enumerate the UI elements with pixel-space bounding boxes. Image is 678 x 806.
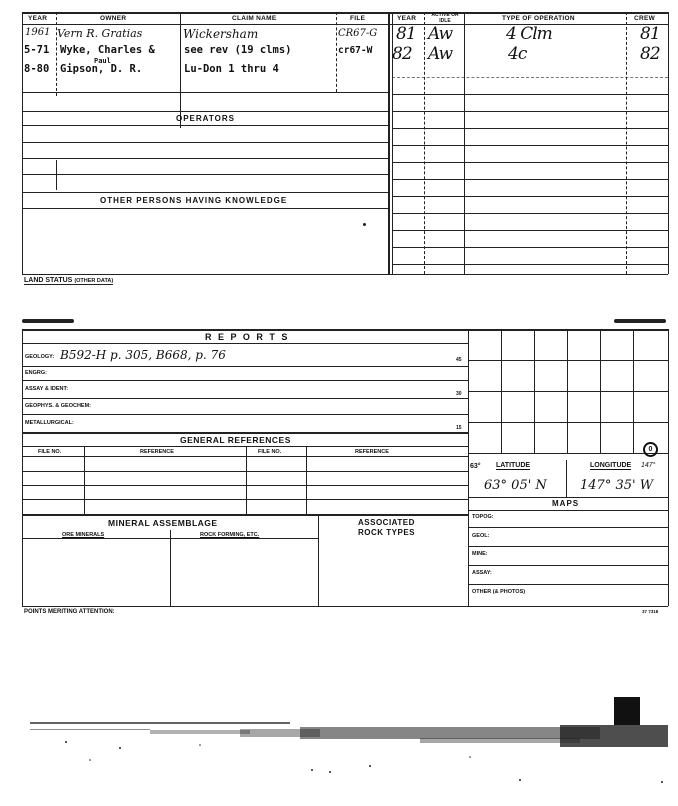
owner-row-1-owner: Vern R. Gratias: [57, 27, 143, 40]
operation-table-header-year: YEAR: [397, 15, 417, 22]
owner-row-3-owner-note: Paul: [94, 57, 111, 65]
operation-row-2-crew: 82: [640, 44, 660, 64]
gen-ref-header-ref-2: REFERENCE: [355, 449, 389, 455]
owner-row-3-year: 8-80: [24, 63, 50, 75]
rock-forming-header: ROCK FORMING, ETC.: [200, 532, 260, 538]
operation-row-1-active: Aw: [428, 24, 453, 44]
geology-label: GEOLOGY:: [25, 354, 55, 360]
operation-row-1-year: 81: [396, 24, 416, 44]
geophys-label: GEOPHYS. & GEOCHEM:: [25, 403, 92, 409]
operators-label: OPERATORS: [176, 114, 235, 123]
associated-rock-types-title: ASSOCIATED: [358, 518, 415, 527]
geology-value: B592-H p. 305, B668, p. 76: [60, 348, 226, 362]
maps-topog: TOPOG:: [472, 514, 494, 520]
operation-row-2-type: 4c: [508, 44, 527, 64]
owner-row-1-year: 1961: [25, 27, 51, 38]
maps-other: OTHER (& PHOTOS): [472, 589, 526, 595]
owner-table-header-file: FILE: [350, 15, 366, 22]
owner-row-2-year: 5-71: [24, 44, 50, 56]
land-status-label: LAND STATUS: [24, 277, 73, 284]
operation-table-header-type: TYPE OF OPERATION: [502, 15, 575, 22]
land-status-note: (OTHER DATA): [74, 278, 114, 284]
circle-mark-icon: 0: [643, 442, 658, 457]
mineral-assemblage-title: MINERAL ASSEMBLAGE: [108, 518, 218, 528]
owner-table-header-owner: OWNER: [100, 15, 127, 22]
metallurgical-label: METALLURGICAL:: [25, 420, 74, 426]
maps-geol: GEOL:: [472, 533, 490, 539]
longitude-label: LONGITUDE: [590, 462, 632, 469]
gen-ref-header-file-2: FILE NO.: [258, 449, 282, 455]
maps-title: MAPS: [552, 499, 580, 508]
ore-minerals-header: ORE MINERALS: [62, 532, 105, 538]
owner-row-1-file: CR67-G: [338, 28, 378, 39]
lon-suffix: 147°: [641, 462, 656, 469]
other-persons-label: OTHER PERSONS HAVING KNOWLEDGE: [100, 196, 288, 205]
general-references-title: GENERAL REFERENCES: [180, 435, 291, 445]
owner-table-header-year: YEAR: [28, 15, 48, 22]
latitude-value: 63° 05' N: [484, 478, 547, 493]
gen-ref-header-file-1: FILE NO.: [38, 449, 62, 455]
form-number: 37 7318: [642, 609, 659, 614]
operation-row-2-year: 82: [392, 44, 412, 64]
scale-45: 45: [456, 357, 462, 363]
operation-row-2-active: Aw: [428, 44, 453, 64]
points-meriting-attention-label: POINTS MERITING ATTENTION:: [24, 609, 115, 615]
maps-mine: MINE:: [472, 551, 488, 557]
scale-30: 30: [456, 391, 462, 397]
assay-ident-label: ASSAY & IDENT:: [25, 386, 69, 392]
reports-title: R E P O R T S: [205, 332, 290, 342]
scale-15: 15: [456, 425, 462, 431]
owner-table-header-claim: CLAIM NAME: [232, 15, 277, 22]
associated-rock-types-title-2: ROCK TYPES: [358, 528, 416, 537]
owner-row-2-claim: see rev (19 clms): [184, 44, 292, 56]
latitude-label: LATITUDE: [496, 462, 531, 469]
engrg-label: ENGRG:: [25, 370, 47, 376]
operation-row-1-crew: 81: [640, 24, 660, 44]
owner-row-1-claim: Wickersham: [183, 27, 259, 41]
operation-row-1-type: 4 Clm: [506, 24, 552, 44]
lat-prefix: 63°: [470, 463, 481, 470]
gen-ref-header-ref-1: REFERENCE: [140, 449, 174, 455]
owner-row-3-claim: Lu-Don 1 thru 4: [184, 63, 279, 75]
owner-row-2-file: cr67-W: [338, 45, 373, 56]
owner-row-2-owner: Wyke, Charles &: [60, 44, 155, 56]
operation-table-header-crew: CREW: [634, 15, 656, 22]
operation-table-header-active: ACTIVE OR IDLE: [431, 12, 459, 24]
maps-assay: ASSAY:: [472, 570, 492, 576]
longitude-value: 147° 35' W: [580, 478, 654, 493]
owner-row-3-owner: Gipson, D. R.: [60, 63, 143, 75]
